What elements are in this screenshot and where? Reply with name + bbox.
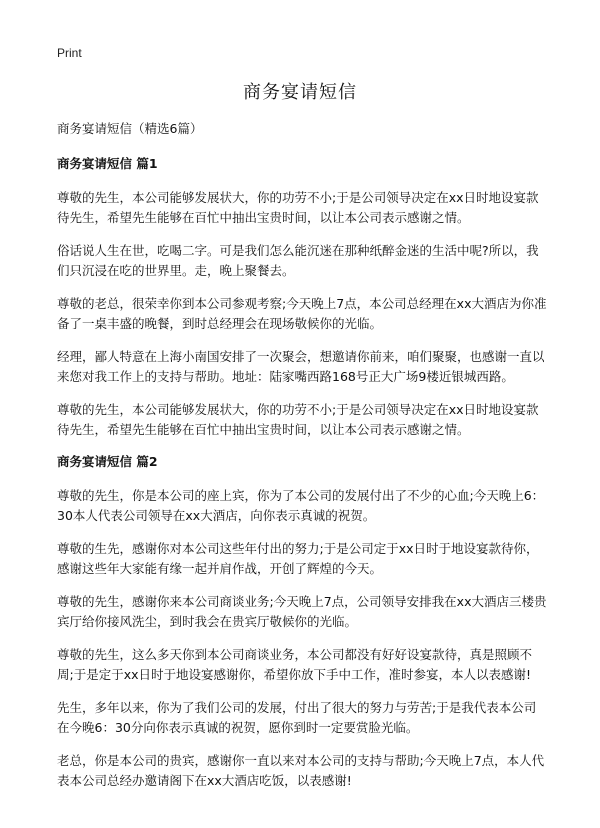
paragraph: 先生，多年以来，你为了我们公司的发展，付出了很大的努力与劳苦;于是我代表本公司在今晚6：30分向你表示真诚的祝贺，愿你到时一定要赏脸光临。 <box>57 700 537 735</box>
paragraph: 尊敬的先生，你是本公司的座上宾，你为了本公司的发展付出了不少的心血;今天晚上6：30本人代表公司领导在xx大酒店，向你表示真诚的祝贺。 <box>57 488 545 523</box>
paragraph: 尊敬的先生，感谢你来本公司商谈业务;今天晚上7点，公司领导安排我在xx大酒店三楼贵宾厅给你接风洗尘，到时我会在贵宾厅敬候你的光临。 <box>57 594 547 629</box>
paragraph: 尊敬的先生，本公司能够发展状大，你的功劳不小;于是公司领导决定在xx日时地设宴款待先生，希望先生能够在百忙中抽出宝贵时间，以让本公司表示感谢之情。 <box>57 190 539 225</box>
paragraph: 俗话说人生在世，吃喝二字。可是我们怎么能沉迷在那种纸醉金迷的生活中呢?所以，我们只沉浸在吃的世界里。走，晚上聚餐去。 <box>57 243 539 278</box>
page-title: 商务宴请短信 <box>243 82 357 103</box>
section-heading-2: 商务宴请短信 篇2 <box>57 454 158 469</box>
document-subtitle: 商务宴请短信（精选6篇） <box>57 121 203 136</box>
paragraph: 尊敬的老总，很荣幸你到本公司参观考察;今天晚上7点，本公司总经理在xx大酒店为你准备了一桌丰盛的晚餐，到时总经理会在现场敬候你的光临。 <box>57 296 547 331</box>
document-body <box>57 120 547 804</box>
paragraph: 尊敬的先生，本公司能够发展状大，你的功劳不小;于是公司领导决定在xx日时地设宴款待先生，希望先生能够在百忙中抽出宝贵时间，以让本公司表示感谢之情。 <box>57 402 539 437</box>
paragraph: 尊敬的先生，这么多天你到本公司商谈业务，本公司都没有好好设宴款待，真是照顾不周;于是定于xx日时于地设宴感谢你，希望你放下手中工作，准时参宴，本人以表感谢! <box>57 647 533 682</box>
print-link[interactable]: Print <box>57 46 82 60</box>
paragraph: 经理，鄙人特意在上海小南国安排了一次聚会，想邀请你前来，咱们聚聚，也感谢一直以来您对我工作上的支持与帮助。地址：陆家嘴西路168号正大广场9楼近银城西路。 <box>57 349 545 384</box>
paragraph: 尊敬的生先，感谢你对本公司这些年付出的努力;于是公司定于xx日时于地设宴款待你，感谢这些年大家能有缘一起并肩作战，开创了辉煌的今天。 <box>57 541 539 576</box>
paragraph: 老总，你是本公司的贵宾，感谢你一直以来对本公司的支持与帮助;今天晚上7点，本人代表本公司总经办邀请阁下在xx大酒店吃饭，以表感谢! <box>57 753 545 788</box>
section-heading-1: 商务宴请短信 篇1 <box>57 156 158 171</box>
